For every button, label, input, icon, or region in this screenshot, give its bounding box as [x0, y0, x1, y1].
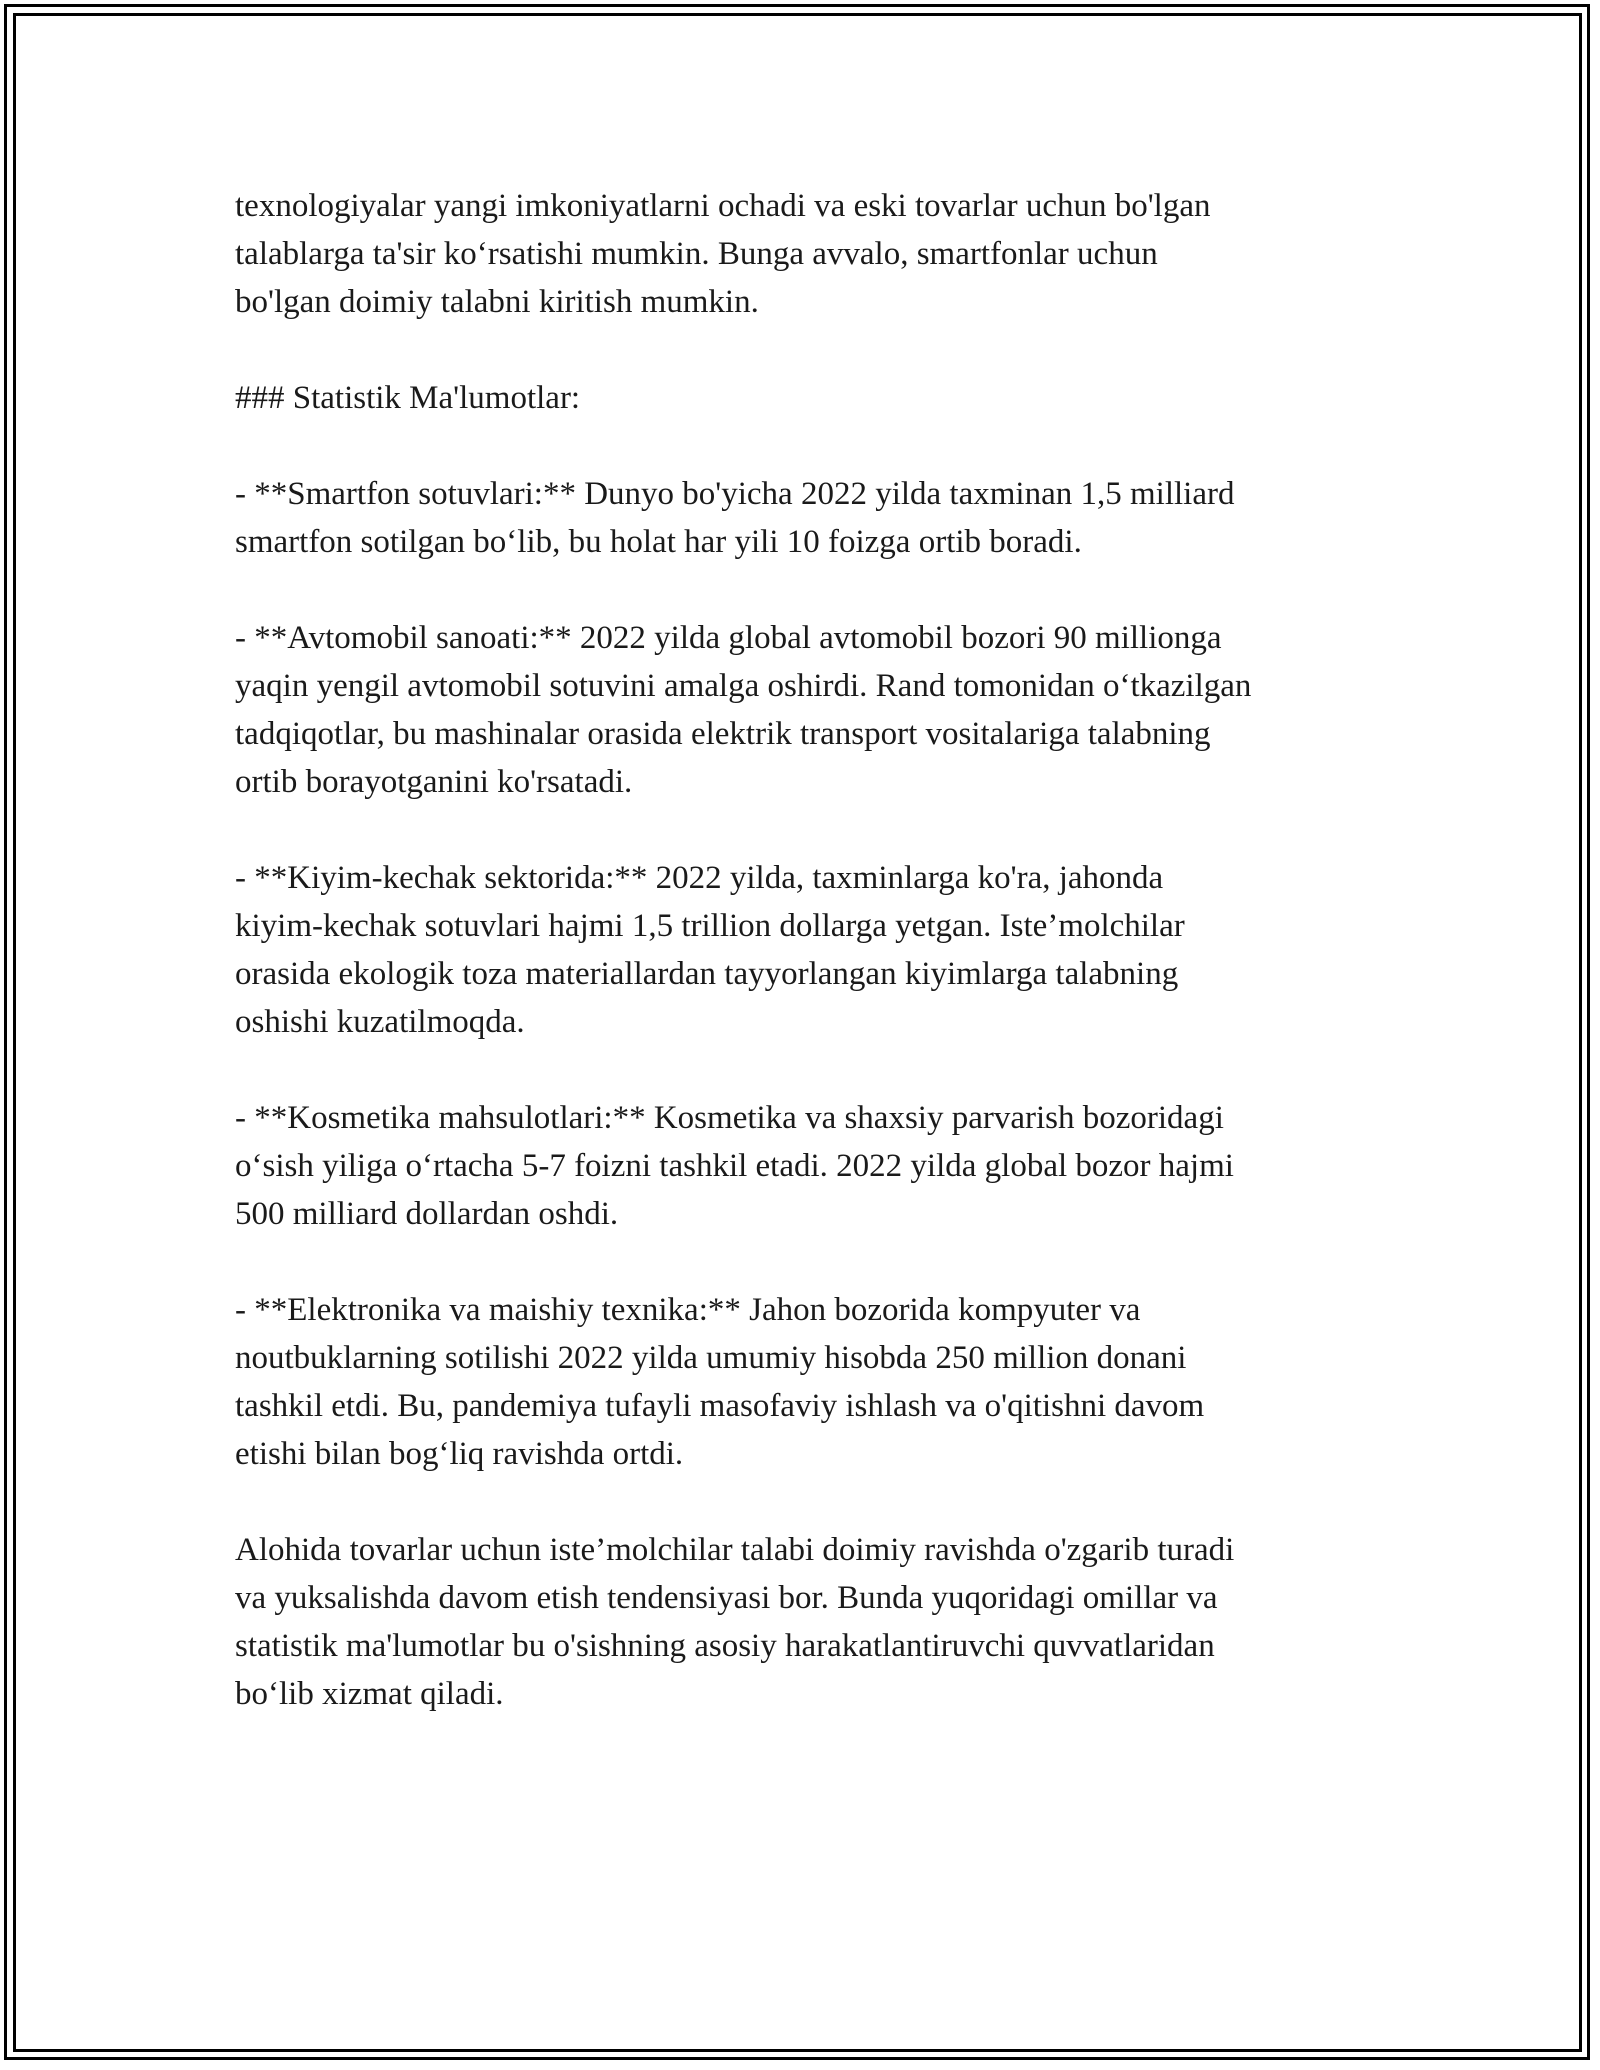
list-item-smartphones: - **Smartfon sotuvlari:** Dunyo bo'yicha 2022 yilda taxminan 1,5 milliard smartfon sotilgan bo‘lib, bu holat har yili 10 foizga ortib boradi. — [235, 476, 1235, 560]
list-item-cosmetics: - **Kosmetika mahsulotlari:** Kosmetika va shaxsiy parvarish bozoridagi o‘sish yiliga o‘rtacha 5-7 foizni tashkil etadi. 2022 yilda global bozor hajmi 500 milliard dollardan oshdi. — [235, 1100, 1234, 1232]
paragraph-conclusion: Alohida tovarlar uchun iste’molchilar talabi doimiy ravishda o'zgarib turadi va yuksalishda davom etish tendensiyasi bor. Bunda yuqoridagi omillar va statistik ma'lumotlar bu o'sishning asosiy harakatlantiruvchi quvvatlaridan bo‘lib xizmat qiladi. — [235, 1532, 1235, 1712]
paragraph-intro: texnologiyalar yangi imkoniyatlarni ochadi va eski tovarlar uchun bo'lgan talablarga ta'sir ko‘rsatishi mumkin. Bunga avvalo, smartfonlar uchun bo'lgan doimiy talabni kiritish mumkin. — [235, 188, 1211, 320]
document-body — [235, 182, 1385, 1766]
list-item-electronics: - **Elektronika va maishiy texnika:** Jahon bozorida kompyuter va noutbuklarning sotilishi 2022 yilda umumiy hisobda 250 million donani tashkil etdi. Bu, pandemiya tufayli masofaviy ishlash va o'qitishni davom etishi bilan bog‘liq ravishda ortdi. — [235, 1292, 1205, 1472]
section-heading: ### Statistik Ma'lumotlar: — [235, 380, 581, 416]
list-item-automotive: - **Avtomobil sanoati:** 2022 yilda global avtomobil bozori 90 millionga yaqin yengil avtomobil sotuvini amalga oshirdi. Rand tomonidan o‘tkazilgan tadqiqotlar, bu mashinalar orasida elektrik transport vositalariga talabning ortib borayotganini ko'rsatadi. — [235, 620, 1252, 800]
list-item-clothing: - **Kiyim-kechak sektorida:** 2022 yilda, taxminlarga ko'ra, jahonda kiyim-kechak sotuvlari hajmi 1,5 trillion dollarga yetgan. Iste’molchilar orasida ekologik toza materiallardan tayyorlangan kiyimlarga talabning oshishi kuzatilmoqda. — [235, 860, 1185, 1040]
